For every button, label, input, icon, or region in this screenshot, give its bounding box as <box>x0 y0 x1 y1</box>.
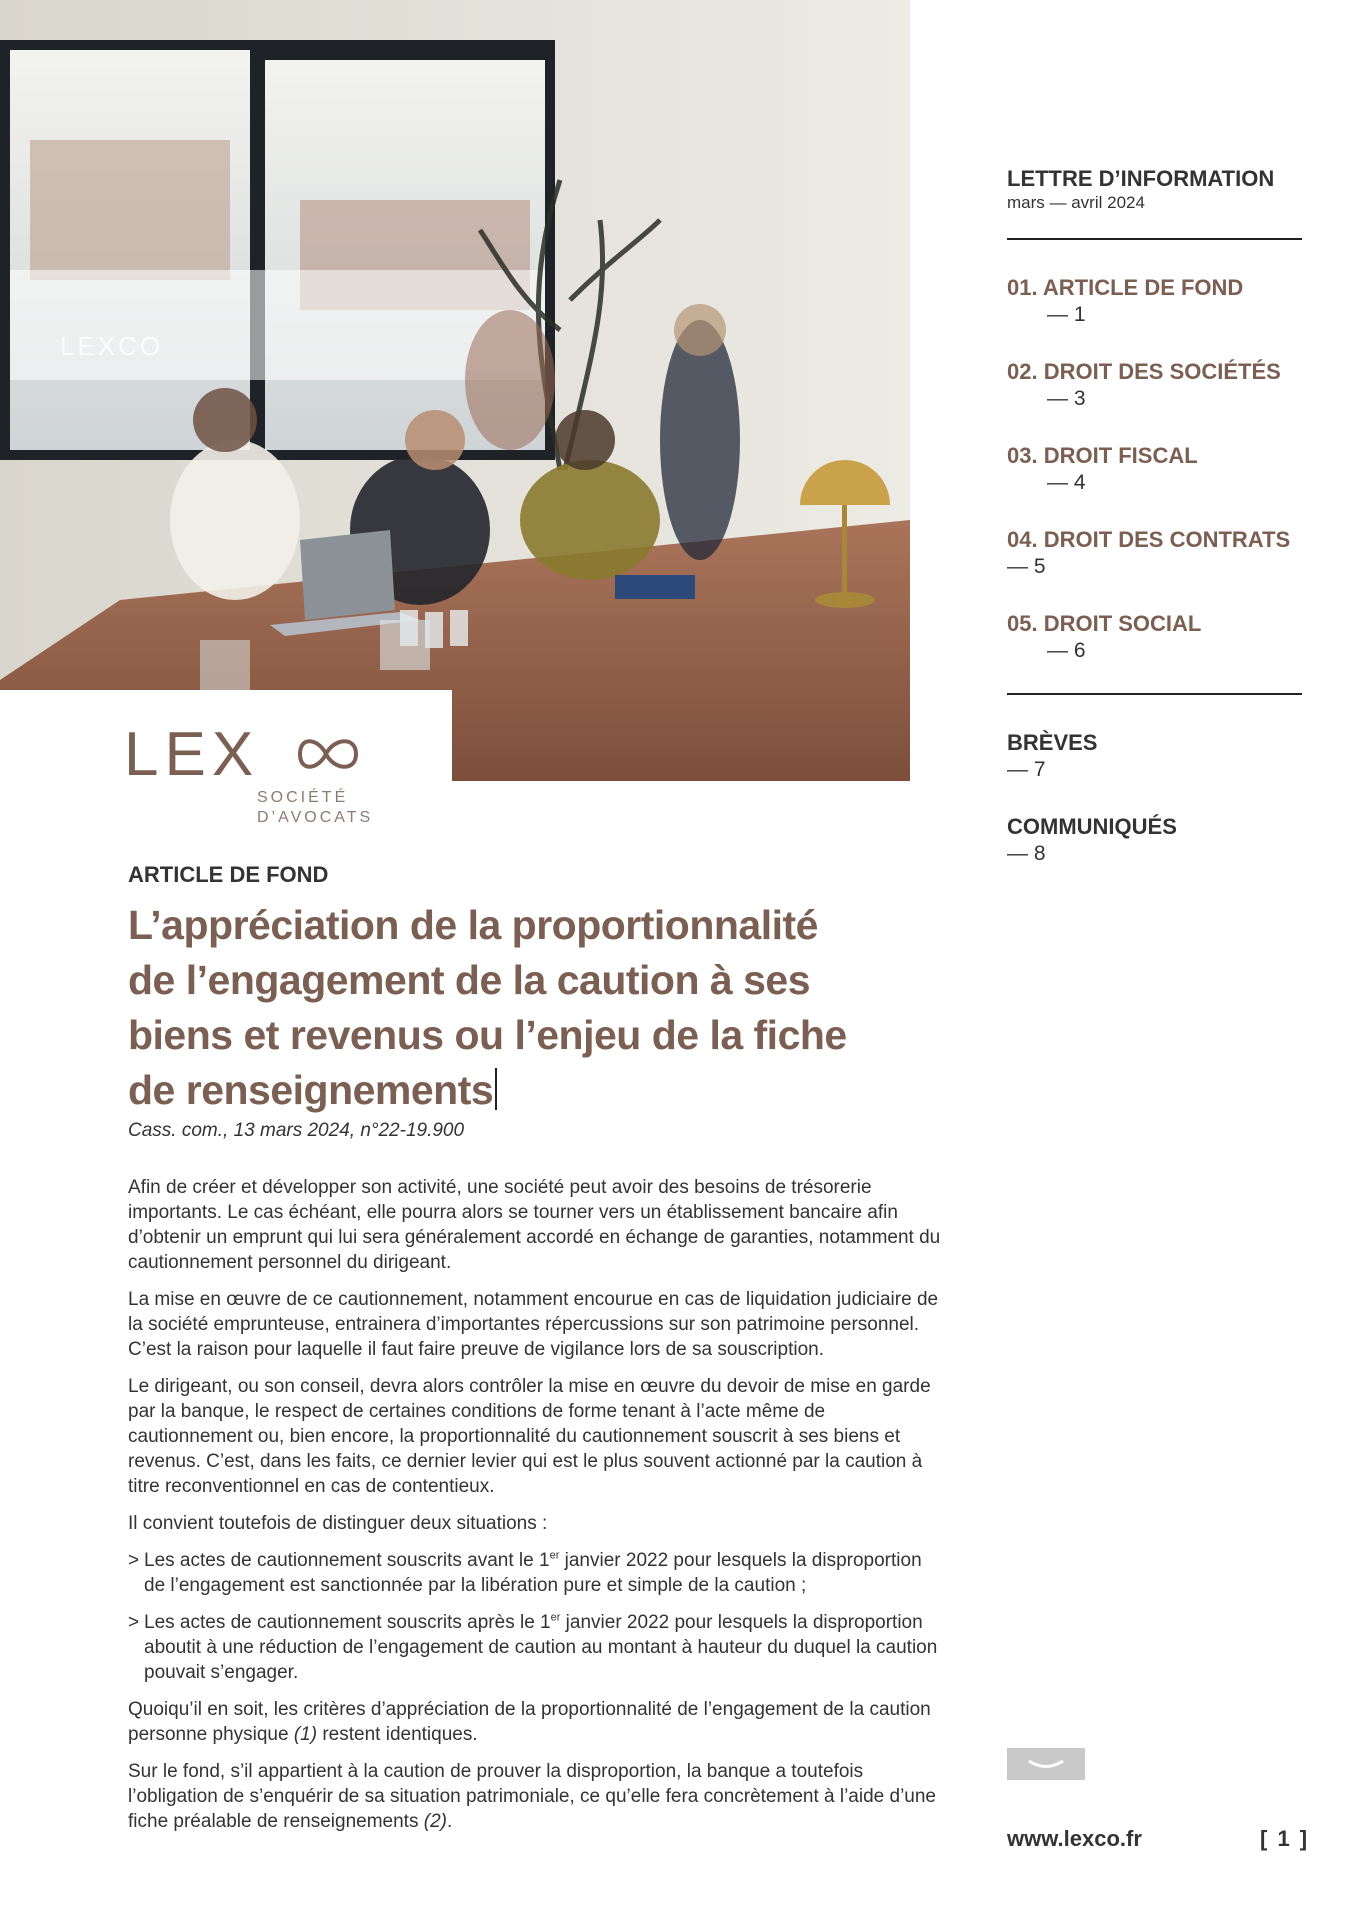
toc-item-communiques[interactable] <box>1007 814 1177 868</box>
newsletter-date: mars — avril 2024 <box>1007 193 1145 212</box>
title-line: L’appréciation de la proportionnalité <box>128 902 818 948</box>
toc-page: — 3 <box>1047 387 1086 410</box>
toc-item-droit-social[interactable] <box>1007 611 1201 665</box>
superscript: er <box>550 1611 561 1624</box>
toc-page: — 4 <box>1047 471 1086 494</box>
logo-wordmark: LEX <box>124 720 260 789</box>
article-body <box>128 1175 948 1846</box>
text-run: Quoiqu’il en soit, les critères d’appréciation de la proportionnalité de l’engagement de la caution personne physique <box>128 1699 931 1745</box>
scroll-down-button[interactable] <box>1007 1748 1085 1780</box>
cover-photo <box>0 0 910 781</box>
title-line-last <box>128 1063 928 1118</box>
divider <box>1007 238 1302 240</box>
text-run: Les actes de cautionnement souscrits avant le 1 <box>144 1550 550 1571</box>
toc-label: 04. DROIT DES CONTRATS <box>1007 527 1291 552</box>
toc-item-breves[interactable] <box>1007 730 1097 784</box>
text-run: . <box>446 1811 453 1832</box>
window-logo: LEXCO <box>60 331 164 361</box>
toc-label: COMMUNIQUÉS <box>1007 814 1177 839</box>
toc-label: 02. DROIT DES SOCIÉTÉS <box>1007 359 1281 384</box>
toc-label: BRÈVES <box>1007 730 1098 755</box>
newsletter-title: LETTRE D’INFORMATION <box>1007 166 1275 191</box>
website-link[interactable]: www.lexco.fr <box>1007 1826 1142 1851</box>
paragraph: Le dirigeant, ou son conseil, devra alors contrôler la mise en œuvre du devoir de mise en garde par la banque, le respect de certaines conditions de forme tenant à l’acte même de cautionnement ou, bien encore, la proportionnalité du cautionnement souscrit à ses biens et revenus. C’est, dans les faits, ce dernier levier qui est le plus souvent actionné par la caution à titre reconventionnel en cas de contentieux. <box>128 1376 931 1497</box>
toc-page: — 7 <box>1007 758 1046 781</box>
text-run: restent identiques. <box>317 1724 478 1745</box>
toc-item-droit-des-societes[interactable] <box>1007 359 1281 413</box>
list-item <box>128 1610 948 1685</box>
toc-page: — 8 <box>1007 842 1046 865</box>
text-run: janvier 2022 pour lesquels la disproportion de l’engagement est sanctionnée par la libération pure et simple de la caution ; <box>144 1550 922 1596</box>
toc-page: — 1 <box>1047 303 1086 326</box>
list-item-text <box>144 1610 948 1685</box>
logo-subtitle-line1: SOCIÉTÉ <box>257 789 349 806</box>
toc-page: — 6 <box>1047 639 1086 662</box>
logo-subtitle <box>257 788 373 828</box>
paragraph: Il convient toutefois de distinguer deux situations : <box>128 1513 548 1534</box>
toc-label: 05. DROIT SOCIAL <box>1007 611 1202 636</box>
text-run: janvier 2022 pour lesquels la disproportion aboutit à une réduction de l’engagement de caution au montant à hauteur du duquel la caution pouvait s’engager. <box>144 1612 938 1683</box>
logo-infinity-icon <box>296 728 360 780</box>
list-item <box>128 1548 948 1598</box>
bullet-marker: > <box>128 1612 140 1633</box>
article-title <box>128 898 928 1118</box>
toc-item-droit-fiscal[interactable] <box>1007 443 1198 497</box>
paragraph <box>128 1697 948 1747</box>
toc-label: 03. DROIT FISCAL <box>1007 443 1198 468</box>
toc-page: — 5 <box>1007 555 1046 578</box>
title-line: de renseignements <box>128 1067 494 1113</box>
footnote-ref[interactable]: (1) <box>293 1724 318 1745</box>
text-cursor <box>495 1068 497 1110</box>
footnote-ref[interactable]: (2) <box>423 1811 447 1832</box>
logo-subtitle-line2: D’AVOCATS <box>257 809 374 826</box>
superscript: er <box>549 1549 560 1562</box>
chevron-down-icon <box>1007 1748 1085 1780</box>
divider <box>1007 693 1302 695</box>
title-line: biens et revenus ou l’enjeu de la fiche <box>128 1012 847 1058</box>
text-run: Sur le fond, s’il appartient à la caution de prouver la disproportion, la banque a toutefois l’obligation de s’enquérir de sa situation patrimoniale, ce qu’elle fera concrètement à l’aide d’une fiche préalable de renseignements <box>128 1761 936 1832</box>
page-number: [ 1 ] <box>1260 1826 1310 1851</box>
bullet-marker: > <box>128 1550 140 1571</box>
text-run: Les actes de cautionnement souscrits après le 1 <box>144 1612 551 1633</box>
title-line: de l’engagement de la caution à ses <box>128 957 811 1003</box>
list-item-text <box>144 1548 948 1598</box>
paragraph <box>128 1759 948 1834</box>
toc-label: 01. ARTICLE DE FOND <box>1007 275 1244 300</box>
toc-item-article-de-fond[interactable] <box>1007 275 1243 329</box>
paragraph: Afin de créer et développer son activité, une société peut avoir des besoins de trésorerie importants. Le cas échéant, elle pourra alors se tourner vers un établissement bancaire afin d’obtenir un emprunt qui lui sera généralement accordé en échange de garanties, notamment du cautionnement personnel du dirigeant. <box>128 1177 941 1273</box>
toc-item-droit-des-contrats[interactable] <box>1007 527 1290 581</box>
article-kicker: ARTICLE DE FOND <box>128 862 329 887</box>
paragraph: La mise en œuvre de ce cautionnement, notamment encourue en cas de liquidation judiciaire de la société emprunteuse, entrainera d’importantes répercussions sur son patrimoine personnel. C’est la raison pour laquelle il faut faire preuve de vigilance lors de sa souscription. <box>128 1289 939 1360</box>
case-reference: Cass. com., 13 mars 2024, n°22-19.900 <box>128 1120 465 1141</box>
